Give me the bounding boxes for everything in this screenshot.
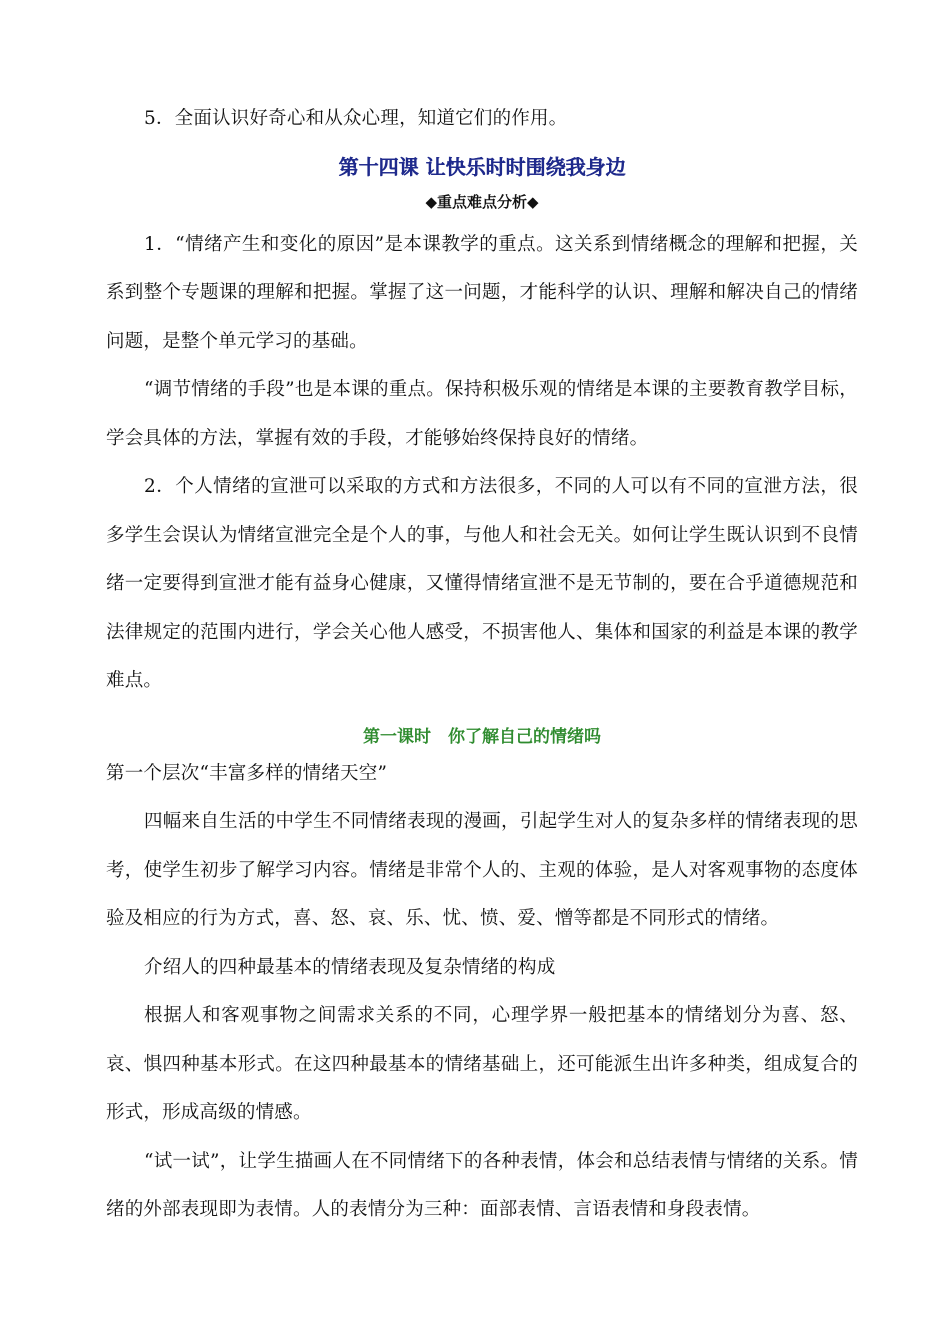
paragraph-intro-emotions: 介绍人的四种最基本的情绪表现及复杂情绪的构成 [144,956,556,978]
paragraph-basic-emotions: 根据人和客观事物之间需求关系的不同，心理学界一般把基本的情绪划分为喜、怒、哀、惧四种基本形式。在这四种最基本的情绪基础上，还可能派生出许多种类，组成复合的形式，形成高级的情感。 [106,1005,858,1123]
paragraph-cartoons: 四幅来自生活的中学生不同情绪表现的漫画，引起学生对人的复杂多样的情绪表现的思考，使学生初步了解学习内容。情绪是非常个人的、主观的体验，是人对客观事物的态度体验及相应的行为方式，喜、怒、哀、乐、忧、愤、爱、憎等都是不同形式的情绪。 [106,811,858,929]
section-tag-key-points: ◆重点难点分析◆ [425,192,539,211]
paragraph-difficulty: 2．个人情绪的宣泄可以采取的方式和方法很多，不同的人可以有不同的宣泄方法，很多学生会误认为情绪宣泄完全是个人的事，与他人和社会无关。如何让学生既认识到不良情绪一定要得到宣泄才能有益身心健康，又懂得情绪宣泄不是无节制的，要在合乎道德规范和法律规定的范围内进行，学会关心他人感受，不损害他人、集体和国家的利益是本课的教学难点。 [106,476,858,691]
paragraph-try-it: “试一试”，让学生描画人在不同情绪下的各种表情，体会和总结表情与情绪的关系。情绪的外部表现即为表情。人的表情分为三种：面部表情、言语表情和身段表情。 [106,1150,858,1220]
level-heading: 第一个层次“丰富多样的情绪天空” [106,762,388,784]
document-page [106,104,858,1235]
paragraph-key-point-2: “调节情绪的手段”也是本课的重点。保持积极乐观的情绪是本课的主要教育教学目标，学会具体的方法，掌握有效的手段，才能够始终保持良好的情绪。 [106,379,858,449]
period-title: 第一课时 你了解自己的情绪吗 [363,726,601,747]
lesson-title: 第十四课 让快乐时时围绕我身边 [338,154,626,179]
intro-list-item: 5．全面认识好奇心和从众心理，知道它们的作用。 [144,108,568,129]
paragraph-key-point-1: 1．“情绪产生和变化的原因”是本课教学的重点。这关系到情绪概念的理解和把握，关系到整个专题课的理解和把握。掌握了这一问题，才能科学的认识、理解和解决自己的情绪问题，是整个单元学习的基础。 [106,233,858,352]
